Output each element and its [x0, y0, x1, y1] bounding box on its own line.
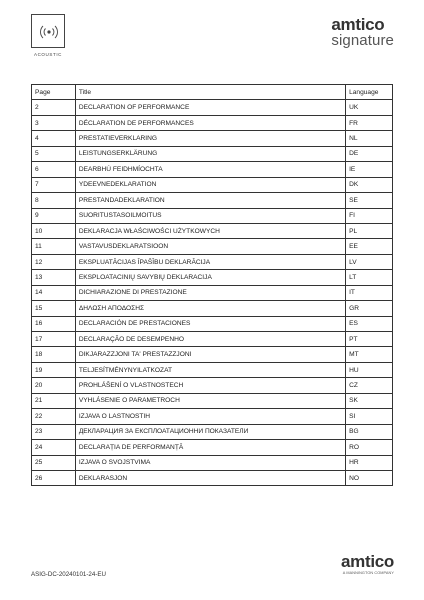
- cell-language: SK: [346, 393, 393, 408]
- acoustic-icon: [31, 14, 65, 48]
- cell-title: IZJAVA O SVOJSTVIMA: [75, 455, 345, 470]
- table-row: [32, 223, 393, 238]
- table-row: [32, 146, 393, 161]
- table-row: [32, 208, 393, 223]
- cell-page: 13: [32, 270, 76, 285]
- footer-brand-logo: [341, 553, 394, 575]
- cell-page: 17: [32, 332, 76, 347]
- table-row: [32, 455, 393, 470]
- cell-language: FI: [346, 208, 393, 223]
- declaration-table: [31, 84, 393, 486]
- cell-title: DECLARAÇÃO DE DESEMPENHO: [75, 332, 345, 347]
- cell-language: DE: [346, 146, 393, 161]
- table-row: [32, 440, 393, 455]
- cell-page: 3: [32, 115, 76, 130]
- cell-title: DICHIARAZIONE DI PRESTAZIONE: [75, 285, 345, 300]
- cell-title: ДЕКЛАРАЦИЯ ЗА ЕКСПЛОАТАЦИОННИ ПОКАЗАТЕЛИ: [75, 424, 345, 439]
- cell-page: 10: [32, 223, 76, 238]
- cell-title: DECLARATION OF PERFORMANCE: [75, 100, 345, 115]
- cell-title: SUORITUSTASOILMOITUS: [75, 208, 345, 223]
- footer-brand-name: amtico: [341, 552, 394, 571]
- cell-page: 6: [32, 162, 76, 177]
- cell-language: DK: [346, 177, 393, 192]
- cell-language: SI: [346, 409, 393, 424]
- header-page: Page: [32, 85, 76, 100]
- table-row: [32, 270, 393, 285]
- cell-title: TELJESÍTMÉNYNYILATKOZAT: [75, 362, 345, 377]
- cell-title: DECLARACIÓN DE PRESTACIONES: [75, 316, 345, 331]
- cell-page: 7: [32, 177, 76, 192]
- brand-name: amtico: [331, 15, 385, 34]
- cell-page: 18: [32, 347, 76, 362]
- footer-brand-sub: A MANNINGTON COMPANY: [342, 571, 394, 575]
- cell-language: PL: [346, 223, 393, 238]
- cell-title: VASTAVUSDEKLARATSIOON: [75, 239, 345, 254]
- cell-language: HR: [346, 455, 393, 470]
- cell-language: FR: [346, 115, 393, 130]
- table-row: [32, 131, 393, 146]
- cell-page: 8: [32, 193, 76, 208]
- brand-logo: [331, 16, 394, 48]
- cell-language: SE: [346, 193, 393, 208]
- cell-page: 2: [32, 100, 76, 115]
- table-row: [32, 100, 393, 115]
- cell-page: 12: [32, 254, 76, 269]
- acoustic-logo: [31, 14, 65, 58]
- cell-page: 25: [32, 455, 76, 470]
- cell-page: 14: [32, 285, 76, 300]
- table-row: [32, 177, 393, 192]
- cell-language: EE: [346, 239, 393, 254]
- acoustic-label: ACOUSTIC: [33, 52, 63, 57]
- table-row: [32, 393, 393, 408]
- cell-title: PRESTATIEVERKLARING: [75, 131, 345, 146]
- cell-title: ΔΗΛΩΣΗ ΑΠΟΔΟΣΗΣ: [75, 301, 345, 316]
- cell-language: IT: [346, 285, 393, 300]
- table-row: [32, 378, 393, 393]
- cell-page: 9: [32, 208, 76, 223]
- cell-language: MT: [346, 347, 393, 362]
- table-row: [32, 362, 393, 377]
- cell-page: 20: [32, 378, 76, 393]
- cell-language: IE: [346, 162, 393, 177]
- table-row: [32, 285, 393, 300]
- cell-language: NL: [346, 131, 393, 146]
- cell-title: PRESTANDADEKLARATION: [75, 193, 345, 208]
- cell-page: 15: [32, 301, 76, 316]
- table-header-row: [32, 85, 393, 100]
- table-row: [32, 239, 393, 254]
- cell-language: BG: [346, 424, 393, 439]
- cell-language: LT: [346, 270, 393, 285]
- cell-title: EKSPLOATACINIŲ SAVYBIŲ DEKLARACIJA: [75, 270, 345, 285]
- cell-language: LV: [346, 254, 393, 269]
- cell-title: DECLARAȚIA DE PERFORMANȚĂ: [75, 440, 345, 455]
- cell-page: 16: [32, 316, 76, 331]
- cell-title: IZJAVA O LASTNOSTIH: [75, 409, 345, 424]
- cell-page: 26: [32, 470, 76, 485]
- brand-line: signature: [331, 32, 394, 49]
- cell-language: UK: [346, 100, 393, 115]
- cell-title: LEISTUNGSERKLÄRUNG: [75, 146, 345, 161]
- cell-title: DEKLARASJON: [75, 470, 345, 485]
- cell-language: RO: [346, 440, 393, 455]
- cell-page: 24: [32, 440, 76, 455]
- cell-language: NO: [346, 470, 393, 485]
- table-row: [32, 409, 393, 424]
- cell-page: 4: [32, 131, 76, 146]
- cell-title: YDEEVNEDEKLARATION: [75, 177, 345, 192]
- table-row: [32, 332, 393, 347]
- table-row: [32, 162, 393, 177]
- document-code: ASIG-DC-20240101-24-EU: [31, 571, 106, 578]
- table-row: [32, 301, 393, 316]
- cell-language: PT: [346, 332, 393, 347]
- cell-language: HU: [346, 362, 393, 377]
- table-row: [32, 193, 393, 208]
- cell-language: ES: [346, 316, 393, 331]
- cell-language: GR: [346, 301, 393, 316]
- cell-page: 21: [32, 393, 76, 408]
- table-row: [32, 254, 393, 269]
- cell-language: CZ: [346, 378, 393, 393]
- cell-title: PROHLÁŠENÍ O VLASTNOSTECH: [75, 378, 345, 393]
- cell-page: 22: [32, 409, 76, 424]
- table-row: [32, 470, 393, 485]
- cell-title: DEKLARACJA WŁAŚCIWOŚCI UŻYTKOWYCH: [75, 223, 345, 238]
- table-row: [32, 115, 393, 130]
- cell-page: 11: [32, 239, 76, 254]
- table-row: [32, 424, 393, 439]
- cell-page: 5: [32, 146, 76, 161]
- header-language: Language: [346, 85, 393, 100]
- cell-page: 23: [32, 424, 76, 439]
- cell-title: DEARBHÚ FEIDHMÍOCHTA: [75, 162, 345, 177]
- cell-page: 19: [32, 362, 76, 377]
- cell-title: EKSPLUATĀCIJAS ĪPAŠĪBU DEKLARĀCIJA: [75, 254, 345, 269]
- cell-title: VYHLÁSENIE O PARAMETROCH: [75, 393, 345, 408]
- cell-title: DIKJARAZZJONI TA' PRESTAZZJONI: [75, 347, 345, 362]
- table-row: [32, 347, 393, 362]
- cell-title: DÉCLARATION DE PERFORMANCES: [75, 115, 345, 130]
- header-title: Title: [75, 85, 345, 100]
- table-row: [32, 316, 393, 331]
